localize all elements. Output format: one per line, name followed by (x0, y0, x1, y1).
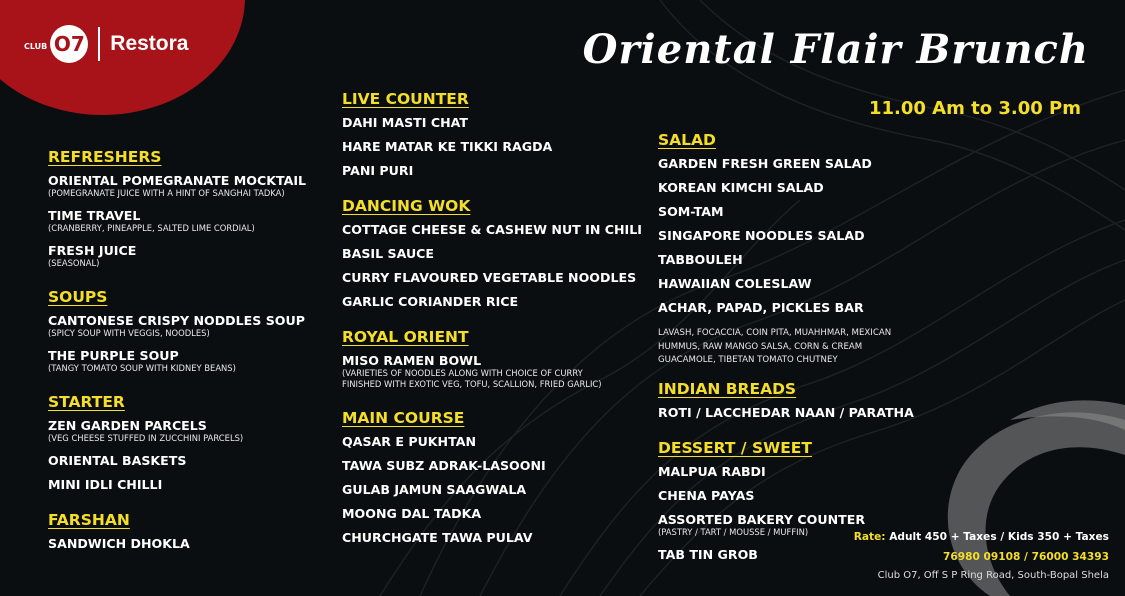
menu-item: ACHAR, PAPAD, PICKLES BAR (658, 300, 864, 315)
page-title: Oriental Flair Brunch (582, 26, 1089, 73)
menu-item-description: (VEG CHEESE STUFFED IN ZUCCHINI PARCELS) (48, 433, 244, 443)
menu-item: HAWAIIAN COLESLAW (658, 276, 812, 291)
menu-item: ASSORTED BAKERY COUNTER (658, 511, 866, 527)
logo-divider (98, 27, 100, 61)
menu-item: ZEN GARDEN PARCELS (48, 418, 207, 433)
menu-column-2 (342, 90, 642, 545)
menu-item: PANI PURI (342, 163, 414, 178)
club-o7-restora-logo (24, 22, 188, 66)
section-heading-dessert: DESSERT / SWEET (658, 438, 812, 457)
menu-item-description: (POMEGRANATE JUICE WITH A HINT OF SANGHAI TADKA) (48, 188, 285, 198)
menu-item-description: (CRANBERRY, PINEAPPLE, SALTED LIME CORDIAL) (48, 223, 255, 233)
menu-item-description: (VARIETIES OF NOODLES ALONG WITH CHOICE OF CURRY (342, 368, 583, 378)
menu-item: FRESH JUICE (48, 243, 137, 258)
section-heading-indian-breads: INDIAN BREADS (658, 379, 797, 398)
menu-item: MINI IDLI CHILLI (48, 477, 163, 492)
menu-item: TIME TRAVEL (48, 208, 141, 223)
menu-item: TABBOULEH (658, 252, 743, 267)
menu-item-description: (SPICY SOUP WITH VEGGIS, NOODLES) (48, 328, 210, 338)
rate-value: Adult 450 + Taxes / Kids 350 + Taxes (885, 531, 1109, 543)
rate-info (854, 531, 1109, 543)
menu-item: ROTI / LACCHEDAR NAAN / PARATHA (658, 404, 914, 420)
menu-item: CANTONESE CRISPY NODDLES SOUP (48, 313, 305, 328)
section-heading-starter: STARTER (48, 393, 125, 411)
menu-item: SOM-TAM (658, 204, 724, 219)
phone-numbers: 76980 09108 / 76000 34393 (942, 551, 1109, 563)
menu-column-3 (658, 131, 914, 562)
menu-item: BASIL SAUCE (342, 246, 435, 261)
brunch-timing: 11.00 Am to 3.00 Pm (868, 98, 1081, 119)
menu-item: GARDEN FRESH GREEN SALAD (658, 156, 872, 171)
section-heading-dancing-wok: DANCING WOK (342, 197, 471, 215)
section-heading-royal-orient: ROYAL ORIENT (342, 328, 469, 346)
menu-item: DAHI MASTI CHAT (342, 115, 468, 130)
rate-label: Rate: (853, 531, 886, 543)
menu-item-description: (PASTRY / TART / MOUSSE / MUFFIN) (658, 526, 809, 537)
menu-item: HARE MATAR KE TIKKI RAGDA (342, 139, 553, 154)
menu-item: TAWA SUBZ ADRAK-LASOONI (342, 458, 546, 473)
salad-bar-description: GUACAMOLE, TIBETAN TOMATO CHUTNEY (658, 355, 838, 365)
menu-item: KOREAN KIMCHI SALAD (658, 180, 824, 195)
menu-item: TAB TIN GROB (658, 546, 758, 562)
menu-item: THE PURPLE SOUP (48, 348, 179, 363)
menu-column-1 (48, 148, 306, 551)
menu-item: MALPUA RABDI (658, 463, 766, 479)
logo-restora-text: Restora (110, 32, 189, 55)
section-heading-refreshers: REFRESHERS (48, 148, 162, 166)
menu-item: MISO RAMEN BOWL (342, 353, 482, 368)
menu-item: ORIENTAL POMEGRANATE MOCKTAIL (48, 173, 307, 188)
salad-bar-description: LAVASH, FOCACCIA, COIN PITA, MUAHHMAR, MEXICAN (658, 328, 892, 338)
section-heading-farshan: FARSHAN (48, 511, 130, 529)
menu-item: CURRY FLAVOURED VEGETABLE NOODLES (342, 270, 637, 285)
menu-item: GARLIC CORIANDER RICE (342, 294, 519, 309)
menu-item: GULAB JAMUN SAAGWALA (342, 482, 527, 497)
salad-bar-description: HUMMUS, RAW MANGO SALSA, CORN & CREAM (658, 341, 863, 352)
section-heading-salad: SALAD (658, 131, 716, 149)
menu-item: MOONG DAL TADKA (342, 506, 482, 521)
menu-item: SINGAPORE NOODLES SALAD (658, 228, 865, 243)
menu-item: CHENA PAYAS (658, 487, 755, 503)
section-heading-main-course: MAIN COURSE (342, 409, 465, 427)
logo-o7-mark: O7 (50, 25, 88, 63)
menu-item: QASAR E PUKHTAN (342, 434, 476, 449)
menu-item: COTTAGE CHEESE & CASHEW NUT IN CHILI (342, 222, 642, 237)
menu-item-description: FINISHED WITH EXOTIC VEG, TOFU, SCALLION, FRIED GARLIC) (342, 379, 602, 389)
address: Club O7, Off S P Ring Road, South-Bopal Shela (877, 570, 1109, 581)
menu-item: ORIENTAL BASKETS (48, 453, 187, 468)
menu-item: CHURCHGATE TAWA PULAV (342, 530, 533, 545)
logo-club-text: CLUB (24, 41, 48, 51)
ink-brush-circle (948, 412, 1125, 596)
menu-item: SANDWICH DHOKLA (48, 536, 190, 551)
section-heading-live-counter: LIVE COUNTER (342, 90, 469, 108)
menu-item-description: (SEASONAL) (48, 258, 100, 268)
section-heading-soups: SOUPS (48, 288, 108, 306)
menu-item-description: (TANGY TOMATO SOUP WITH KIDNEY BEANS) (48, 363, 236, 373)
